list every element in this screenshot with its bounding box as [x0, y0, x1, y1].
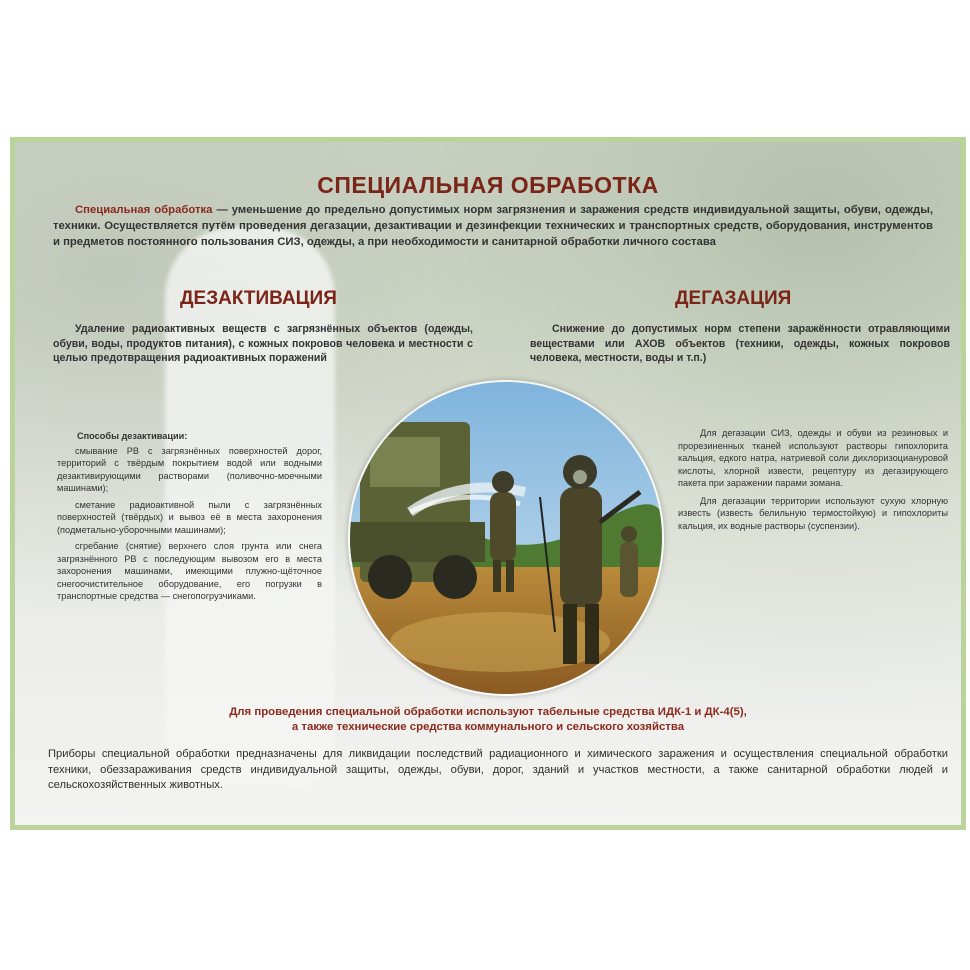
equipment-notice: [15, 705, 961, 735]
deactivation-definition: Удаление радиоактивных веществ с загрязнённых объектов (одежды, обуви, воды, продуктов питания), с кожных покровов человека и местности с целью предотвращения радиоактивных поражений: [53, 323, 473, 364]
intro-term: Специальная обработка: [75, 204, 213, 216]
decontamination-scene-illustration: [350, 382, 662, 694]
method-item: смывание РВ с загрязнённых поверхностей дорог, территорий с твёрдым покрытием водой или водными дезактивирующими растворами (поливочно-моечными машинами);: [57, 445, 322, 493]
intro-paragraph: [53, 202, 933, 250]
notice-line-2: а также технические средства коммунального и сельского хозяйства: [291, 721, 685, 733]
decontamination-photo: [348, 380, 664, 696]
footer-paragraph: Приборы специальной обработки предназначены для ликвидации последствий радиационного и химического заражения и осуществления специальной обработки техники, обеззараживания средств индивидуальной защиты, одежды, обуви, дорог, зданий и участков местности, а также санитарной обработки людей и сельскохозяйственных животных.: [48, 748, 948, 791]
degassing-heading: ДЕГАЗАЦИЯ: [675, 288, 792, 309]
poster-title: СПЕЦИАЛЬНАЯ ОБРАБОТКА: [317, 172, 659, 198]
deactivation-methods: [57, 430, 322, 607]
poster: [10, 137, 966, 830]
degassing-definition: Снижение до допустимых норм степени заражённости отравляющими веществами или АХОВ объектов (техники, одежды, кожных покровов человека, местности, воды и т.п.): [530, 323, 950, 364]
deactivation-heading: ДЕЗАКТИВАЦИЯ: [180, 288, 337, 309]
degassing-detail: Для дегазации территории используют сухую хлорную известь (известь белильную термостойкую) и гипохлориты кальция, их водные растворы (суспензии).: [678, 495, 948, 531]
methods-heading: Способы дезактивации:: [77, 431, 188, 441]
degassing-detail: Для дегазации СИЗ, одежды и обуви из резиновых и прорезиненных тканей используют растворы гипохлорита кальция, едкого натра, натриевой соли дихлоризоциануровой кислоты, хлорной извести, рецептуру из дегазирующего пакета при заражении парами зомана.: [678, 428, 948, 488]
notice-line-1: Для проведения специальной обработки используют табельные средства ИДК-1 и ДК-4(5),: [229, 706, 747, 718]
degassing-details: [678, 427, 948, 537]
method-item: сметание радиоактивной пыли с загрязнённых поверхностей (твёрдых) и вывоз её в места захоронения (подметально-уборочными машинами);: [57, 499, 322, 535]
method-item: сгребание (снятие) верхнего слоя грунта или снега загрязнённого РВ с последующим вывозом его в места захоронения машинами, имеющими плужно-щёточное снегоочистительное оборудование, его погрузки в транспортные средства — снегопогрузчиками.: [57, 541, 322, 601]
intro-text: — уменьшение до предельно допустимых норм загрязнения и заражения средств индивидуальной защиты, обуви, одежды, техники. Осуществляется путём проведения дегазации, дезактивации и дезинфекции технических и транспортных средств, оборудования, инструментов и предметов постоянного пользования СИЗ, одежды, а при необходимости и санитарной обработки личного состава: [53, 204, 933, 248]
